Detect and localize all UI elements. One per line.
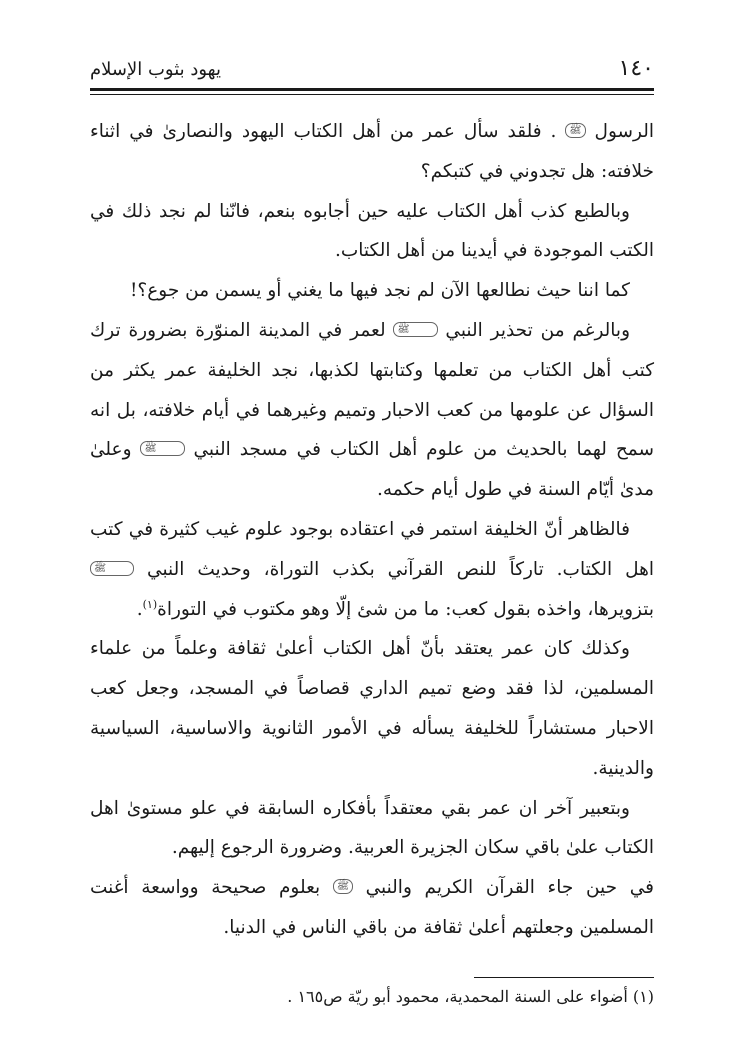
paragraph: وبتعبير آخر ان عمر بقي معتقداً بأفكاره السابقة في علو مستوىٰ اهل الكتاب علىٰ باقي سكان الجزيرة العربية. وضرورة الرجوع إليهم. <box>90 797 654 859</box>
paragraph: الرسول ﷺ . فلقد سأل عمر من أهل الكتاب اليهود والنصارىٰ في اثناء خلافته: هل تجدوني في كتبكم؟ <box>90 121 654 182</box>
paragraph: في حين جاء القرآن الكريم والنبي ﷺ بعلوم صحيحة وواسعة أغنت المسلمين وجعلتهم أعلىٰ ثقافة من باقي الناس في الدنيا. <box>90 877 654 938</box>
footnote-reference[interactable]: (١) <box>142 597 158 611</box>
honorific-symbol: ﷺ <box>393 322 437 337</box>
honorific-symbol: ﷺ <box>333 879 353 894</box>
paragraph: كما اننا حيث نطالعها الآن لم نجد فيها ما يغني أو يسمن من جوع؟! <box>130 280 630 302</box>
footnote-separator <box>474 977 654 978</box>
paragraph: فالظاهر أنّ الخليفة استمر في اعتقاده بوجود علوم غيب كثيرة في كتب اهل الكتاب. تاركاً للنص القرآني بكذب التوراة، وحديث النبي ﷺ بتزويرها، واخذه بقول كعب: ما من شئ إلّا وهو مكتوب في التوراة$^{(١)}$. <box>90 518 654 620</box>
honorific-symbol: ﷺ <box>565 123 585 138</box>
page-header <box>90 56 654 86</box>
footnote: (١) أضواء على السنة المحمدية، محمود أبو ريّة ص١٦٥ . <box>287 987 654 1006</box>
honorific-symbol: ﷺ <box>140 441 184 456</box>
body-text <box>90 112 654 948</box>
page-number: ١٤٠ <box>618 56 654 81</box>
honorific-symbol: ﷺ <box>90 561 134 576</box>
header-rule-thick <box>90 88 654 91</box>
header-rule-thin <box>90 94 654 95</box>
paragraph: وكذلك كان عمر يعتقد بأنّ أهل الكتاب أعلىٰ ثقافة وعلماً من علماء المسلمين، لذا فقد وضع تميم الداري قصاصاً في المسجد، وجعل كعب الاحبار مستشاراً للخليفة يسأله في الأمور الثانوية والاساسية، السياسية والدينية. <box>90 638 654 779</box>
paragraph: وبالطبع كذب أهل الكتاب عليه حين أجابوه بنعم، فانّنا لم نجد ذلك في الكتب الموجودة في أيدينا من أهل الكتاب. <box>90 200 654 262</box>
paragraph: وبالرغم من تحذير النبي ﷺ لعمر في المدينة المنوّرة بضرورة ترك كتب أهل الكتاب من تعلمها وكتابتها لكذبها، نجد الخليفة عمر يكثر من السؤال عن علومها من كعب الاحبار وتميم وغيرهما في أيام خلافته، بل انه سمح لهما بالحديث من علوم أهل الكتاب في مسجد النبي ﷺ وعلىٰ مدىٰ أيّام السنة في طول أيام حكمه. <box>90 319 654 501</box>
running-title: يهود بثوب الإسلام <box>90 59 221 80</box>
